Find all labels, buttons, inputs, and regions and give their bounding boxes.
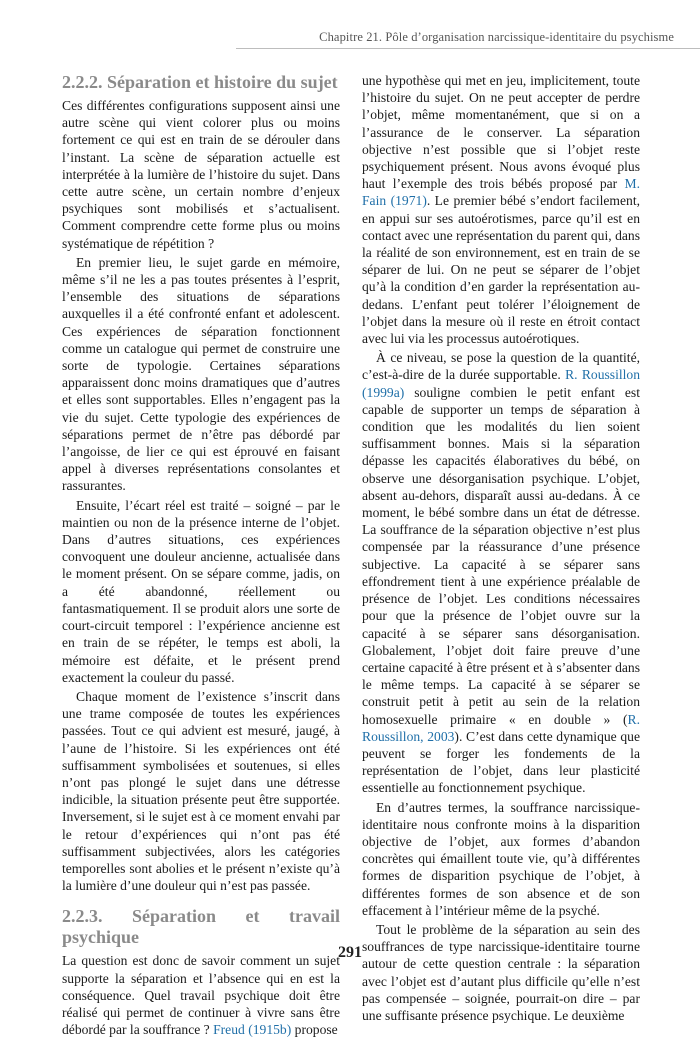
paragraph: [362, 72, 640, 347]
citation-link-freud[interactable]: Freud (1915b): [213, 1022, 292, 1038]
text-span: À ce niveau, se pose la question de la quantité, c’est-à-dire de la durée supportable.: [362, 350, 640, 383]
paragraph: Tout le problème de la séparation au sein des souffrances de type narcissique-identitaire tourne autour de cette question centrale : la séparation avec l’objet est d’autant plus difficile qu’elle n’est pas compensée – soignée, pourrait-on dire – par une suffisante présence psychique. Le deuxième: [362, 921, 640, 1023]
text-span: . Le premier bébé s’endort facilement, en appui sur ses autoérotismes, parce qu’il est en contact avec une représentation du parent qui, dans la réalité de son environnement, est en train de se séparer de lui. On ne peut se séparer de l’objet qu’à la condition d’en garder la représentation au-dedans. L’enfant peut tolérer l’éloignement de l’objet dans la mesure où il reste en étroit contact avec lui via les processus autoérotiques.: [362, 193, 640, 347]
paragraph: [362, 349, 640, 796]
text-span: une hypothèse qui met en jeu, implicitement, toute l’histoire du sujet. On ne peut accepter de perdre l’objet, même momentanément, que si on a l’assurance de le conserver. La séparation objective n’est possible que si l’objet reste psychiquement présent. Nous avons évoqué plus haut l’exemple des trois bébés proposé par: [362, 73, 640, 192]
section-heading-2-2-3: 2.2.3. Séparation et travail psychique: [62, 906, 340, 948]
text-span: propose: [291, 1022, 338, 1038]
paragraph: En premier lieu, le sujet garde en mémoire, même s’il ne les a pas toutes présentes à l’esprit, l’ensemble des situations de séparations auxquelles il a été confronté enfant et adolescent. Ces expériences de séparation fonctionnent comme un catalogue qui permet de construire une sorte de typologie. Certaines séparations apparaissent donc moins dramatiques que d’autres et elles sont supportables. Elles n’engagent pas la vie du sujet. Cette typologie des expériences de séparations permet de n’être pas débordé par l’angoisse, de lier ce qui est éprouvé en faisant appel à diverses représentations consolantes et rassurantes.: [62, 254, 340, 494]
running-header: [0, 0, 700, 54]
citation-link-roussillon-2003[interactable]: R. Roussillon, 2003: [362, 711, 640, 744]
text-span: La question est donc de savoir comment un sujet supporte la séparation et l’absence qui en est la conséquence. Quel travail psychique doit être réalisé qui permet de continuer à vivre sans être débordé par la souffrance ?: [62, 953, 340, 1038]
text-span: souligne combien le petit enfant est capable de supporter un temps de séparation à condition que les modalités du lien soient suffisamment bonnes. Mais si la séparation dépasse les capacités élaboratives du bébé, on observe une désorganisation psychique. L’objet, absent au-dehors, disparaît aussi au-dedans. À ce moment, le bébé sombre dans un état de détresse. La souffrance de la séparation objective n’est plus compensée par la réassurance d’une présence subjective. La capacité à se séparer sans effondrement tient à une expérience préalable de présence de l’objet. Les conditions nécessaires pour que la présence de l’objet ouvre sur la capacité à se séparer sans désorganisation. Globalement, l’objet doit faire preuve d’une certaine capacité à être présent et à s’absenter dans le même temps. La capacité à se séparer se construit petit à petit au sein de la relation homosexuelle primaire « en double » (: [362, 384, 640, 727]
citation-link-fain[interactable]: M. Fain (1971): [362, 176, 640, 209]
page-number: 291: [338, 944, 362, 961]
paragraph: [62, 952, 340, 1038]
section-heading-2-2-2: 2.2.2. Séparation et histoire du sujet: [62, 72, 338, 92]
left-column: [62, 66, 340, 1040]
paragraph: Ces différentes configurations supposent ainsi une autre scène qui vient colorer plus ou moins fortement ce qui est en train de se dérouler dans l’instant. La scène de séparation actuelle est interprétée à la lumière de l’histoire du sujet. Dans cette autre scène, un certain nombre d’enjeux psychiques sont mobilisés et s’actualisent. Comment comprendre cette forme plus ou moins systématique de répétition ?: [62, 98, 340, 251]
right-column: [362, 72, 640, 1026]
paragraph: Chaque moment de l’existence s’inscrit dans une trame composée de toutes les expériences passées. Tout ce qui advient est mesuré, jaugé, à l’aune de l’histoire. Si les expériences ont été suffisamment symbolisées et soutenues, si elles n’ont pas plongé le sujet dans une détresse indicible, la situation présente peut être supportée. Inversement, si le sujet est à ce moment envahi par le retour d’expériences qui n’ont pas été suffisamment subjectivées, alors les catégories temporelles sont abolies et le présent n’existe qu’à la lumière d’une douleur qui n’est pas passée.: [62, 688, 340, 894]
citation-link-roussillon-1999a[interactable]: R. Roussillon (1999a): [362, 367, 640, 400]
header-rule: [236, 48, 700, 49]
text-span: ). C’est dans cette dynamique que peuvent se forger les fondements de la représentation de l’objet, dans leur plasticité essentielle au fonctionnement psychique.: [362, 728, 640, 796]
paragraph: Ensuite, l’écart réel est traité – soigné – par le maintien ou non de la présence interne de l’objet. Dans d’autres situations, ces expériences convoquent une douleur ancienne, actualisée dans le moment présent. On se sépare comme, jadis, on a été abandonné, réellement ou fantasmatiquement. Il se produit alors une sorte de court-circuit temporel : l’expérience ancienne est en train de se répéter, le temps est aboli, la mémoire est défaite, et le présent prend exactement la couleur du passé.: [62, 497, 340, 685]
running-title: Chapitre 21. Pôle d’organisation narcissique-identitaire du psychisme: [319, 30, 674, 44]
paragraph: En d’autres termes, la souffrance narcissique-identitaire nous confronte moins à la disparition objective de l’objet, aux formes d’abandon concrètes qui émaillent toute vie, qu’à différentes formes de disparition psychique de l’objet, à différentes formes de son absence et de son effacement à l’intérieur même de la psyché.: [362, 799, 640, 918]
